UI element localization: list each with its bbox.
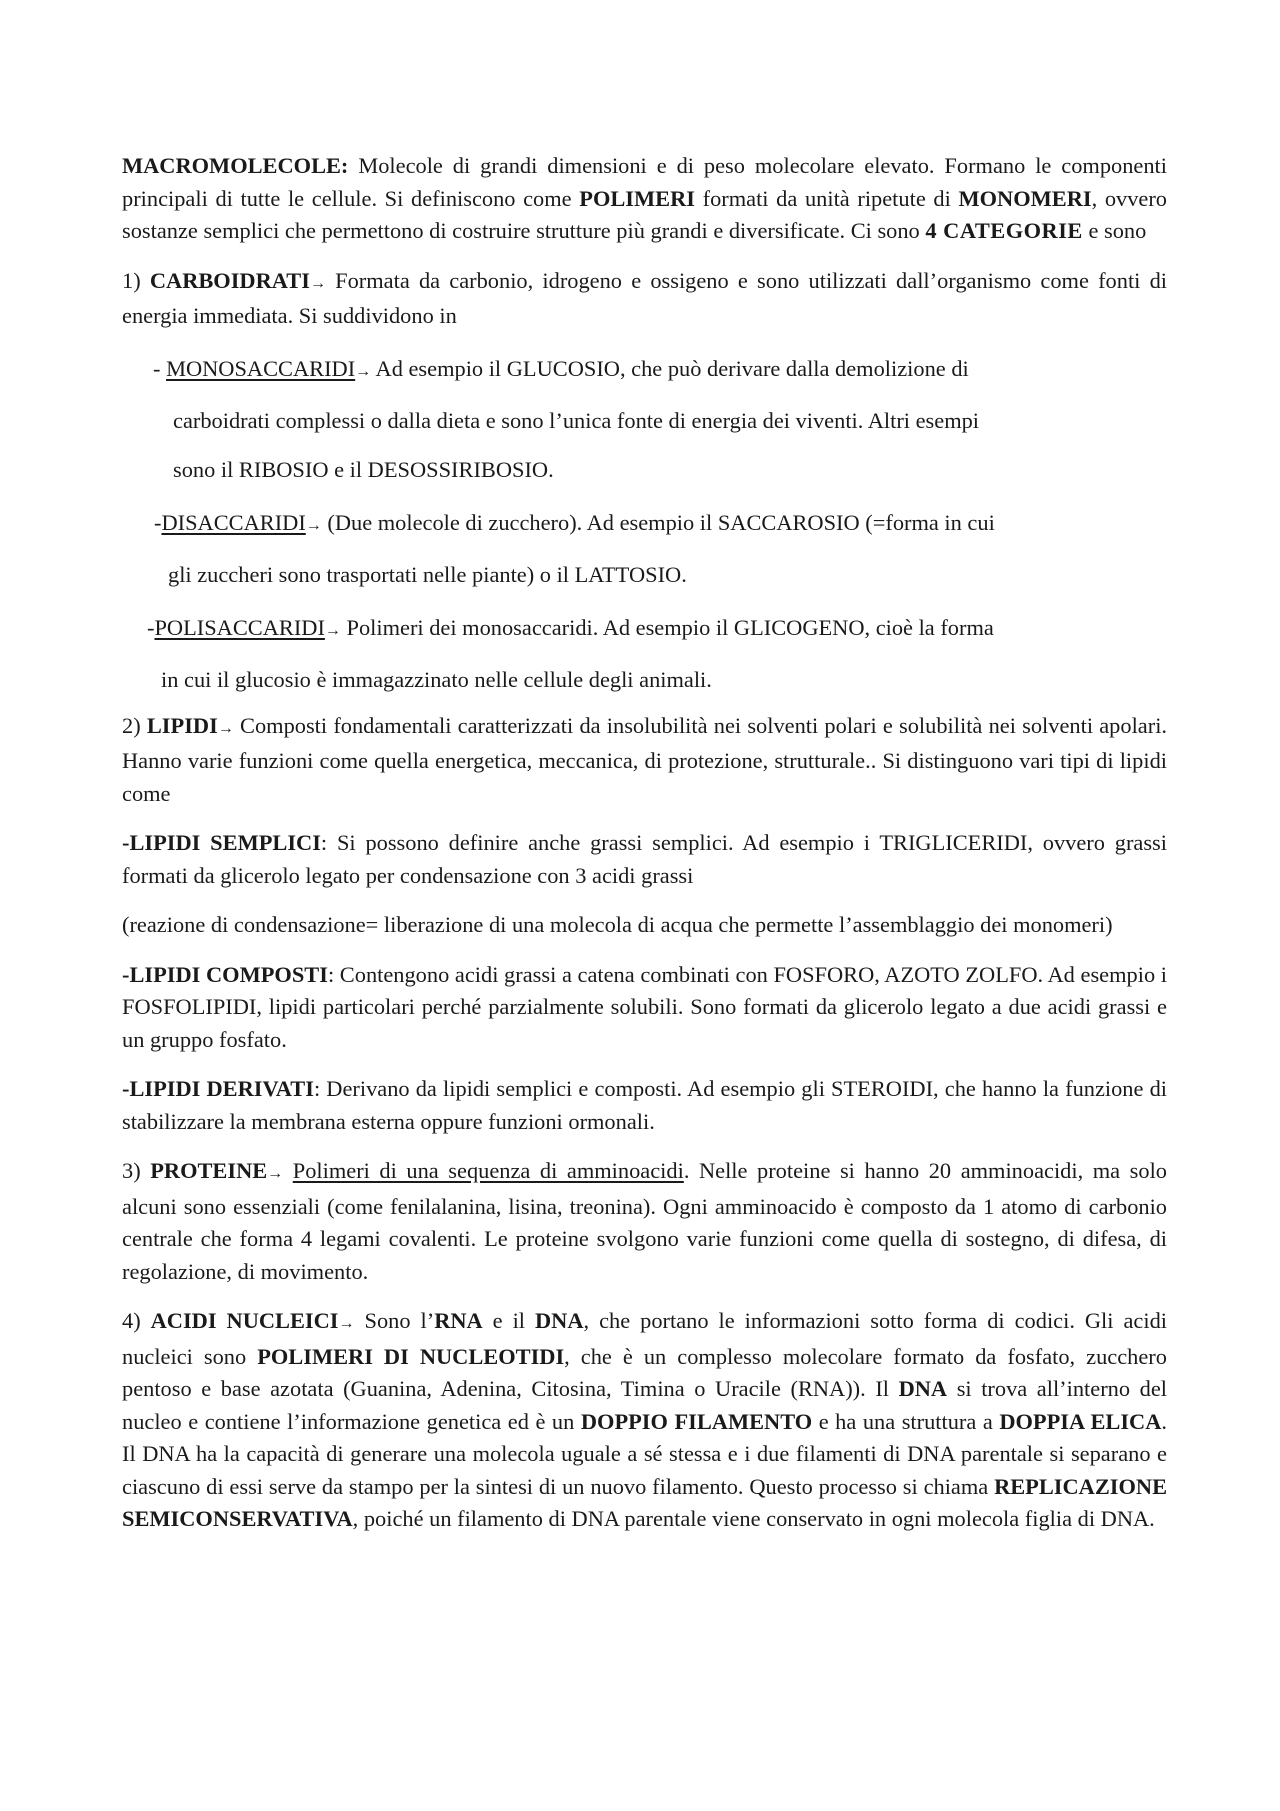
arrow-icon: →	[305, 516, 322, 534]
acidi-nucleici-paragraph: 4) ACIDI NUCLEICI→ Sono l’RNA e il DNA, che portano le informazioni sotto forma di codici. Gli acidi nucleici sono POLIMERI DI NUCLEOTIDI, che è un complesso molecolare formato da fosfato, zucchero pentoso e base azotata (Guanina, Adenina, Citosina, Timina o Uracile (RNA)). Il DNA si trova all’interno del nucleo e contiene l’informazione genetica ed è un DOPPIO FILAMENTO e ha una struttura a DOPPIA ELICA. Il DNA ha la capacità di generare una molecola uguale a sé stessa e i due filamenti di DNA parentale si separano e ciascuno di essi serve da stampo per la sintesi di un nuovo filamento. Questo processo si chiama REPLICAZIONE SEMICONSERVATIVA, poiché un filamento di DNA parentale viene conservato in ogni molecola figlia di DNA.	[122, 1308, 1167, 1531]
macromolecole-term: MACROMOLECOLE:	[122, 153, 349, 178]
carboidrati-term: CARBOIDRATI	[149, 267, 310, 293]
lipidi-derivati-paragraph: -LIPIDI DERIVATI: Derivano da lipidi semplici e composti. Ad esempio gli STEROIDI, che hanno la funzione di stabilizzare la membrana esterna oppure funzioni ormonali.	[122, 1076, 1167, 1134]
document-page	[122, 150, 1167, 1553]
intro-paragraph: MACROMOLECOLE: Molecole di grandi dimensioni e di peso molecolare elevato. Formano le componenti principali di tutte le cellule. Si definiscono come POLIMERI formati da unità ripetute di MONOMERI, ovvero sostanze semplici che permettono di costruire strutture più grandi e diversificate. Ci sono 4 CATEGORIE e sono	[122, 153, 1168, 243]
proteine-term: PROTEINE	[150, 1158, 268, 1183]
lipidi-composti-paragraph: -LIPIDI COMPOSTI: Contengono acidi grassi a catena combinati con FOSFORO, AZOTO ZOLFO. Ad esempio i FOSFOLIPIDI, lipidi particolari perché parzialmente solubili. Sono formati da glicerolo legato a due acidi grassi e un gruppo fosfato.	[122, 961, 1167, 1052]
arrow-icon: →	[355, 362, 372, 380]
carboidrati-paragraph: 1) CARBOIDRATI→ Formata da carbonio, idrogeno e ossigeno e sono utilizzati dall’organismo come fonti di energia immediata. Si suddividono in	[122, 267, 1167, 328]
lipidi-semplici-paragraph: -LIPIDI SEMPLICI: Si possono definire anche grassi semplici. Ad esempio i TRIGLICERIDI, ovvero grassi formati da glicerolo legato per condensazione con 3 acidi grassi	[122, 830, 1167, 888]
proteine-paragraph: 3) PROTEINE→ Polimeri di una sequenza di amminoacidi. Nelle proteine si hanno 20 amminoacidi, ma solo alcuni sono essenziali (come fenilalanina, lisina, treonina). Ogni amminoacido è composto da 1 atomo di carbonio centrale che forma 4 legami covalenti. Le proteine svolgono varie funzioni come quella di sostegno, di difesa, di regolazione, di movimento.	[122, 1158, 1167, 1284]
arrow-icon: →	[217, 719, 234, 737]
lipidi-paragraph: 2) LIPIDI→ Composti fondamentali caratterizzati da insolubilità nei solventi polari e solubilità nei solventi apolari. Hanno varie funzioni come quella energetica, meccanica, di protezione, strutturale.. Si distinguono vari tipi di lipidi come	[122, 712, 1168, 806]
monosaccaridi-item: - MONOSACCARIDI→ Ad esempio il GLUCOSIO, che può derivare dalla demolizione di carboidrati complessi o dalla dieta e sono l’unica fonte di energia dei viventi. Altri esempi sono il RIBOSIO e il DESOSSIRIBOSIO.	[153, 355, 980, 482]
polisaccaridi-term: POLISACCARIDI	[154, 614, 325, 640]
arrow-icon: →	[338, 1315, 355, 1332]
monosaccaridi-term: MONOSACCARIDI	[166, 355, 356, 381]
polisaccaridi-item: -POLISACCARIDI→ Polimeri dei monosaccaridi. Ad esempio il GLICOGENO, cioè la forma in cui il glucosio è immagazzinato nelle cellule degli animali.	[147, 614, 994, 692]
arrow-icon: →	[267, 1165, 284, 1182]
disaccaridi-item: -DISACCARIDI→ (Due molecole di zucchero). Ad esempio il SACCAROSIO (=forma in cui gli zuccheri sono trasportati nelle piante) o il LATTOSIO.	[154, 509, 995, 587]
arrow-icon: →	[324, 621, 341, 639]
arrow-icon: →	[309, 274, 326, 292]
condensazione-note: (reazione di condensazione= liberazione di una molecola di acqua che permette l’assemblaggio dei monomeri)	[122, 912, 1113, 937]
disaccaridi-term: DISACCARIDI	[161, 509, 306, 535]
lipidi-term: LIPIDI	[146, 712, 218, 738]
acidi-nucleici-term: ACIDI NUCLEICI	[150, 1308, 339, 1333]
